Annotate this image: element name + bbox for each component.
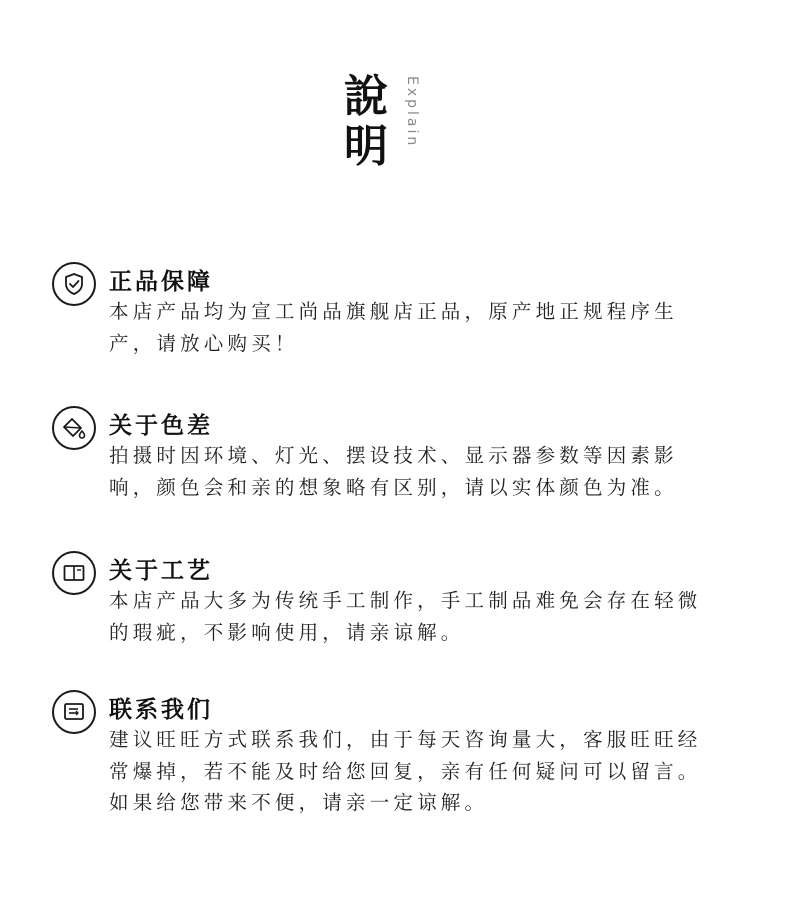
section-body: 拍摄时因环境、灯光、摆设技术、显示器参数等因素影响，颜色会和亲的想象略有区别，请以实体颜色为准。 xyxy=(109,444,678,499)
page-title-line1: 說 xyxy=(344,71,388,122)
section-title: 正品保障 xyxy=(109,269,213,295)
section-title: 关于工艺 xyxy=(109,558,213,584)
shield-check-icon xyxy=(52,262,96,306)
section-title: 关于色差 xyxy=(109,413,213,439)
section-body: 本店产品大多为传统手工制作，手工制品难免会存在轻微的瑕疵，不影响使用，请亲谅解。 xyxy=(109,589,702,644)
page-title-line2: 明 xyxy=(344,121,388,172)
section-body: 建议旺旺方式联系我们，由于每天咨询量大，客服旺旺经常爆掉，若不能及时给您回复，亲有任何疑问可以留言。如果给您带来不便，请亲一定谅解。 xyxy=(109,728,702,814)
book-icon xyxy=(52,551,96,595)
paint-bucket-icon xyxy=(52,406,96,450)
page-subtitle: Explain xyxy=(404,76,420,149)
section-title: 联系我们 xyxy=(109,697,213,723)
page-title xyxy=(344,72,400,172)
page-header xyxy=(344,72,434,182)
section-body: 本店产品均为宣工尚品旗舰店正品，原产地正规程序生产，请放心购买！ xyxy=(109,300,678,355)
chat-message-icon xyxy=(52,690,96,734)
